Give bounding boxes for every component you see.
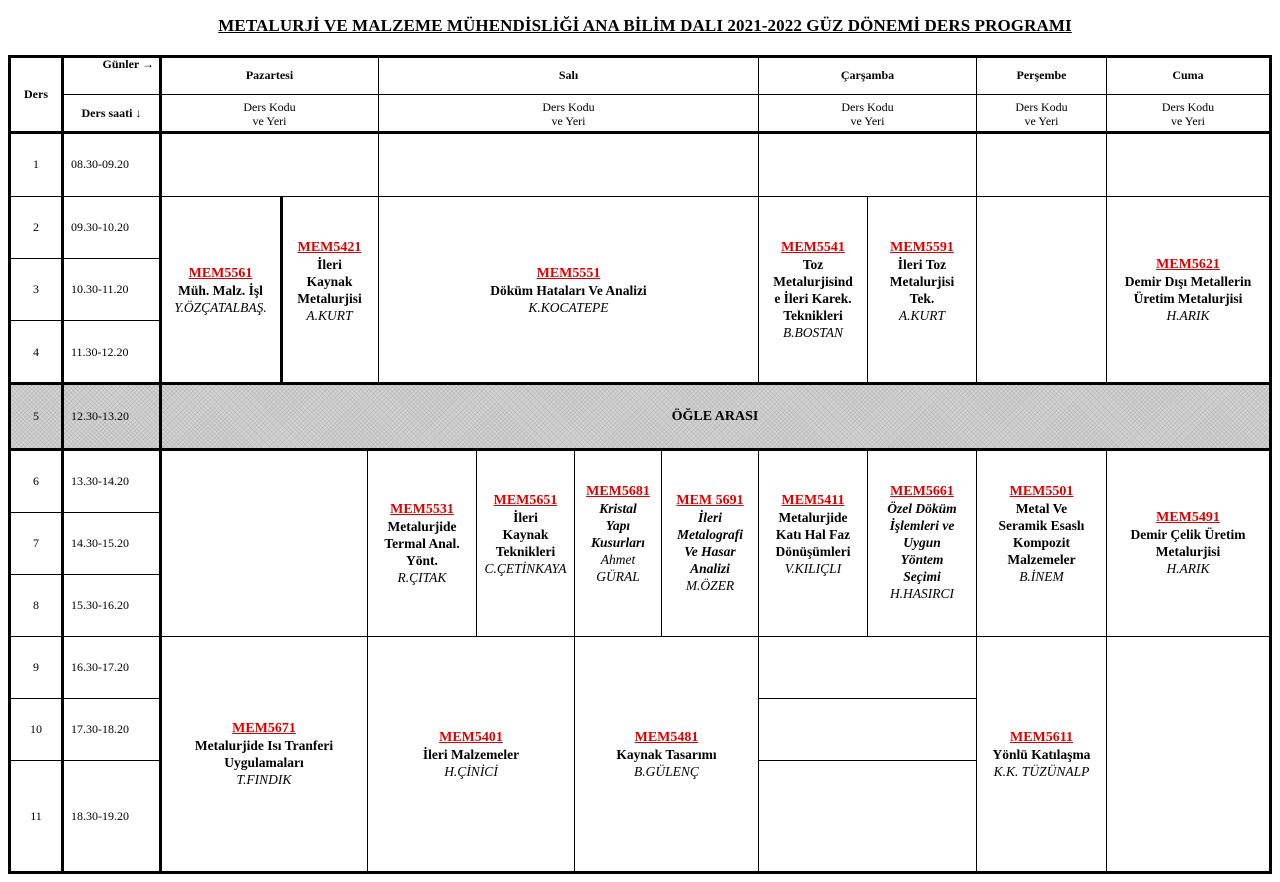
ders-saati-header xyxy=(63,95,161,133)
course-name: Yönt. xyxy=(406,552,438,568)
course-code: MEM5491 xyxy=(1156,510,1220,525)
course-code: MEM5621 xyxy=(1156,257,1220,272)
course-code: MEM5611 xyxy=(1010,729,1073,745)
empty-cell xyxy=(759,699,977,761)
sub-header-sali xyxy=(379,95,759,133)
empty-cell xyxy=(759,133,977,197)
course-cell-mem5481 xyxy=(575,637,759,872)
course-name: Kompozit xyxy=(1013,535,1070,550)
slot-time-label: 14.30-15.20 xyxy=(71,536,129,550)
course-name: Metalurjisi xyxy=(297,291,362,306)
course-name: Kaynak Tasarımı xyxy=(616,746,717,762)
course-name: Dönüşümleri xyxy=(775,544,851,559)
sub-line2: ve Yeri xyxy=(252,113,287,128)
course-name: Kaynak xyxy=(306,274,353,289)
course-name: Kristal xyxy=(599,501,637,516)
course-code: MEM5541 xyxy=(781,240,845,255)
slot-number-label: 10 xyxy=(30,722,42,736)
course-name: Kaynak xyxy=(502,527,549,542)
lunch-break xyxy=(161,384,1270,450)
divider xyxy=(61,56,64,873)
course-code: MEM5551 xyxy=(536,265,601,281)
course-cell-mem5491 xyxy=(1107,450,1270,637)
course-name: Katı Hal Faz xyxy=(775,527,851,542)
slot-number-label: 4 xyxy=(33,344,39,359)
course-name: İşlemleri ve xyxy=(889,518,955,533)
course-code: MEM5671 xyxy=(232,721,296,736)
slot-time-label: 17.30-18.20 xyxy=(71,722,129,736)
slot-time-label: 08.30-09.20 xyxy=(71,157,129,171)
course-code: MEM5501 xyxy=(1009,484,1074,499)
course-name: e İleri Karek. xyxy=(774,291,852,306)
slot-time-label: 11.30-12.20 xyxy=(71,344,129,359)
ders-header xyxy=(10,57,63,133)
course-code: MEM5421 xyxy=(297,240,362,255)
course-teacher: K.K. TÜZÜNALP xyxy=(993,763,1090,779)
slot-time-label: 18.30-19.20 xyxy=(71,808,129,823)
sub-line1: Ders Kodu xyxy=(841,99,894,114)
page-title: METALURJİ VE MALZEME MÜHENDİSLİĞİ ANA BİLİM DALI 2021-2022 GÜZ DÖNEMİ DERS PROGRAMI xyxy=(218,16,1072,35)
course-name: Tek. xyxy=(909,291,935,306)
course-name: Uygulamaları xyxy=(224,755,304,770)
slot-time xyxy=(63,699,161,761)
course-name: Teknikleri xyxy=(783,308,843,323)
course-name: Uygun xyxy=(903,535,941,550)
course-code: MEM 5691 xyxy=(676,493,744,508)
sub-line2: ve Yeri xyxy=(1024,113,1059,128)
course-name: Yöntem xyxy=(900,552,944,567)
day-label: Cuma xyxy=(1172,68,1204,82)
sub-header-carsamba xyxy=(759,95,977,133)
slot-time-label: 16.30-17.20 xyxy=(71,660,129,674)
slot-time xyxy=(63,450,161,513)
gunler-label: Günler → xyxy=(102,57,154,71)
empty-cell xyxy=(161,450,368,637)
course-cell-mem5691 xyxy=(662,450,759,637)
course-name: Metalurjisind xyxy=(773,274,853,289)
course-name: İleri Toz xyxy=(897,257,947,272)
course-name: Metalografi xyxy=(677,527,743,542)
course-teacher: B.İNEM xyxy=(1019,569,1064,584)
slot-time xyxy=(63,575,161,637)
day-header-pazartesi xyxy=(161,57,379,95)
course-name: Kusurları xyxy=(590,535,646,550)
slot-number-label: 3 xyxy=(33,282,39,296)
sub-line1: Ders Kodu xyxy=(1015,99,1068,114)
sub-line1: Ders Kodu xyxy=(1161,99,1215,114)
slot-number xyxy=(10,450,63,513)
course-name: Metalurjisi xyxy=(889,274,955,289)
course-teacher: H.ARIK xyxy=(1166,308,1210,323)
course-teacher: M.ÖZER xyxy=(685,578,735,593)
course-teacher: B.GÜLENÇ xyxy=(634,763,699,779)
slot-time xyxy=(63,384,161,450)
slot-number-label: 9 xyxy=(33,660,39,674)
course-name: Özel Döküm xyxy=(887,501,957,516)
slot-number-label: 8 xyxy=(33,598,39,612)
course-name: Ve Hasar xyxy=(684,544,736,559)
course-teacher: R.ÇITAK xyxy=(397,569,447,585)
slot-time-label: 13.30-14.20 xyxy=(71,473,129,488)
course-name: Malzemeler xyxy=(1007,552,1076,567)
course-name: Analizi xyxy=(690,561,730,576)
slot-number-label: 2 xyxy=(33,220,39,234)
slot-number xyxy=(10,259,63,321)
day-header-persembe xyxy=(977,57,1107,95)
course-teacher: H.ARIK xyxy=(1166,561,1210,576)
slot-time xyxy=(63,133,161,197)
slot-number xyxy=(10,575,63,637)
sub-line2: ve Yeri xyxy=(1170,113,1205,128)
slot-time xyxy=(63,637,161,699)
course-name: Demir Dışı Metallerin xyxy=(1124,274,1252,289)
course-cell-mem5551 xyxy=(379,197,759,384)
course-code: MEM5411 xyxy=(781,493,845,508)
course-cell-mem5421 xyxy=(281,197,379,384)
course-name: Metal Ve xyxy=(1015,501,1068,516)
empty-cell xyxy=(759,637,977,699)
divider xyxy=(280,197,283,384)
course-teacher: H.ÇİNİCİ xyxy=(444,763,498,779)
empty-cell xyxy=(161,133,379,197)
slot-number xyxy=(10,133,63,197)
course-code: MEM5481 xyxy=(634,729,699,745)
course-code: MEM5531 xyxy=(390,501,454,517)
slot-number xyxy=(10,761,63,872)
slot-number xyxy=(10,197,63,259)
empty-cell xyxy=(977,197,1107,384)
course-name: Demir Çelik Üretim xyxy=(1130,527,1246,542)
course-cell-mem5411 xyxy=(759,450,868,637)
slot-time xyxy=(63,197,161,259)
course-code: MEM5681 xyxy=(586,484,650,499)
course-name: Seramik Esaslı xyxy=(998,518,1085,533)
slot-number xyxy=(10,637,63,699)
course-teacher: A.KURT xyxy=(306,308,353,323)
slot-time-label: 15.30-16.20 xyxy=(71,598,129,612)
course-cell-mem5671 xyxy=(161,637,368,872)
course-code: MEM5591 xyxy=(890,240,954,255)
day-header-carsamba xyxy=(759,57,977,95)
slot-number xyxy=(10,513,63,575)
day-label: Salı xyxy=(558,68,579,82)
slot-number-label: 7 xyxy=(33,536,39,550)
course-name: Müh. Malz. İşl xyxy=(178,282,263,298)
course-name: Metalurjide Isı Tranferi xyxy=(194,738,334,753)
empty-cell xyxy=(379,133,759,197)
course-name: Yönlü Katılaşma xyxy=(992,746,1091,762)
empty-cell xyxy=(1107,133,1270,197)
course-code: MEM5661 xyxy=(890,484,954,499)
sub-line1: Ders Kodu xyxy=(243,99,296,114)
slot-time xyxy=(63,513,161,575)
empty-cell xyxy=(977,133,1107,197)
day-header-cuma xyxy=(1107,57,1270,95)
course-teacher: Ahmet xyxy=(600,552,636,567)
ders-header-label: Ders xyxy=(24,87,48,101)
course-name: Seçimi xyxy=(903,569,941,584)
course-code: MEM5651 xyxy=(493,493,558,508)
slot-number-label: 6 xyxy=(33,473,39,488)
course-name: Metalurjide xyxy=(387,518,457,534)
course-cell-mem5661 xyxy=(868,450,977,637)
course-cell-mem5561 xyxy=(161,197,281,384)
divider xyxy=(159,56,162,873)
course-name: Teknikleri xyxy=(495,544,556,559)
sub-header-pazartesi xyxy=(161,95,379,133)
course-name: Metalurjide xyxy=(778,510,848,525)
empty-cell xyxy=(1107,637,1270,872)
course-name: Yapı xyxy=(605,518,631,533)
sub-line2: ve Yeri xyxy=(551,113,586,128)
day-label: Çarşamba xyxy=(840,68,895,82)
course-teacher: B.BOSTAN xyxy=(782,325,844,340)
course-cell-mem5541 xyxy=(759,197,868,384)
course-name: İleri Malzemeler xyxy=(422,746,520,762)
divider xyxy=(9,382,1271,385)
slot-time-label: 12.30-13.20 xyxy=(71,409,129,423)
course-teacher: GÜRAL xyxy=(596,569,640,584)
course-code: MEM5561 xyxy=(188,265,253,281)
divider xyxy=(9,131,1271,134)
course-code: MEM5401 xyxy=(439,729,503,745)
day-label: Pazartesi xyxy=(245,68,294,82)
slot-number xyxy=(10,384,63,450)
slot-number xyxy=(10,321,63,384)
course-cell-mem5591 xyxy=(868,197,977,384)
course-name: Metalurjisi xyxy=(1155,544,1221,559)
course-cell-mem5651 xyxy=(477,450,575,637)
divider xyxy=(9,448,1271,451)
slot-time xyxy=(63,259,161,321)
slot-number-label: 1 xyxy=(33,157,39,171)
course-teacher: T.FINDIK xyxy=(236,772,292,787)
course-cell-mem5681 xyxy=(575,450,662,637)
sub-header-persembe xyxy=(977,95,1107,133)
slot-time-label: 09.30-10.20 xyxy=(71,220,129,234)
slot-time xyxy=(63,761,161,872)
ders-saati-label: Ders saati ↓ xyxy=(81,106,142,120)
empty-cell xyxy=(759,761,977,872)
course-name: Döküm Hataları Ve Analizi xyxy=(490,282,647,298)
course-cell-mem5531 xyxy=(368,450,477,637)
course-teacher: A.KURT xyxy=(898,308,946,323)
course-name: İleri xyxy=(513,510,538,525)
course-cell-mem5611 xyxy=(977,637,1107,872)
course-cell-mem5501 xyxy=(977,450,1107,637)
day-header-sali xyxy=(379,57,759,95)
sub-line1: Ders Kodu xyxy=(542,99,595,114)
day-label: Perşembe xyxy=(1016,68,1067,82)
slot-number-label: 11 xyxy=(30,808,42,823)
course-name: Toz xyxy=(802,257,824,272)
course-name: Üretim Metalurjisi xyxy=(1133,291,1243,306)
slot-time xyxy=(63,321,161,384)
sub-header-cuma xyxy=(1107,95,1270,133)
course-name: İleri xyxy=(317,257,342,272)
gunler-header xyxy=(63,57,161,95)
course-cell-mem5401 xyxy=(368,637,575,872)
course-teacher: Y.ÖZÇATALBAŞ. xyxy=(174,299,267,315)
course-teacher: H.HASIRCI xyxy=(889,586,955,601)
course-name: İleri xyxy=(697,510,722,525)
course-teacher: K.KOCATEPE xyxy=(528,299,609,315)
slot-time-label: 10.30-11.20 xyxy=(71,282,129,296)
sub-line2: ve Yeri xyxy=(850,113,885,128)
course-name: Termal Anal. xyxy=(384,535,460,551)
course-teacher: V.KILIÇLI xyxy=(784,561,842,576)
slot-number xyxy=(10,699,63,761)
lunch-label: ÖĞLE ARASI xyxy=(671,408,759,424)
course-teacher: C.ÇETİNKAYA xyxy=(484,561,567,576)
slot-number-label: 5 xyxy=(33,409,39,423)
course-cell-mem5621 xyxy=(1107,197,1270,384)
